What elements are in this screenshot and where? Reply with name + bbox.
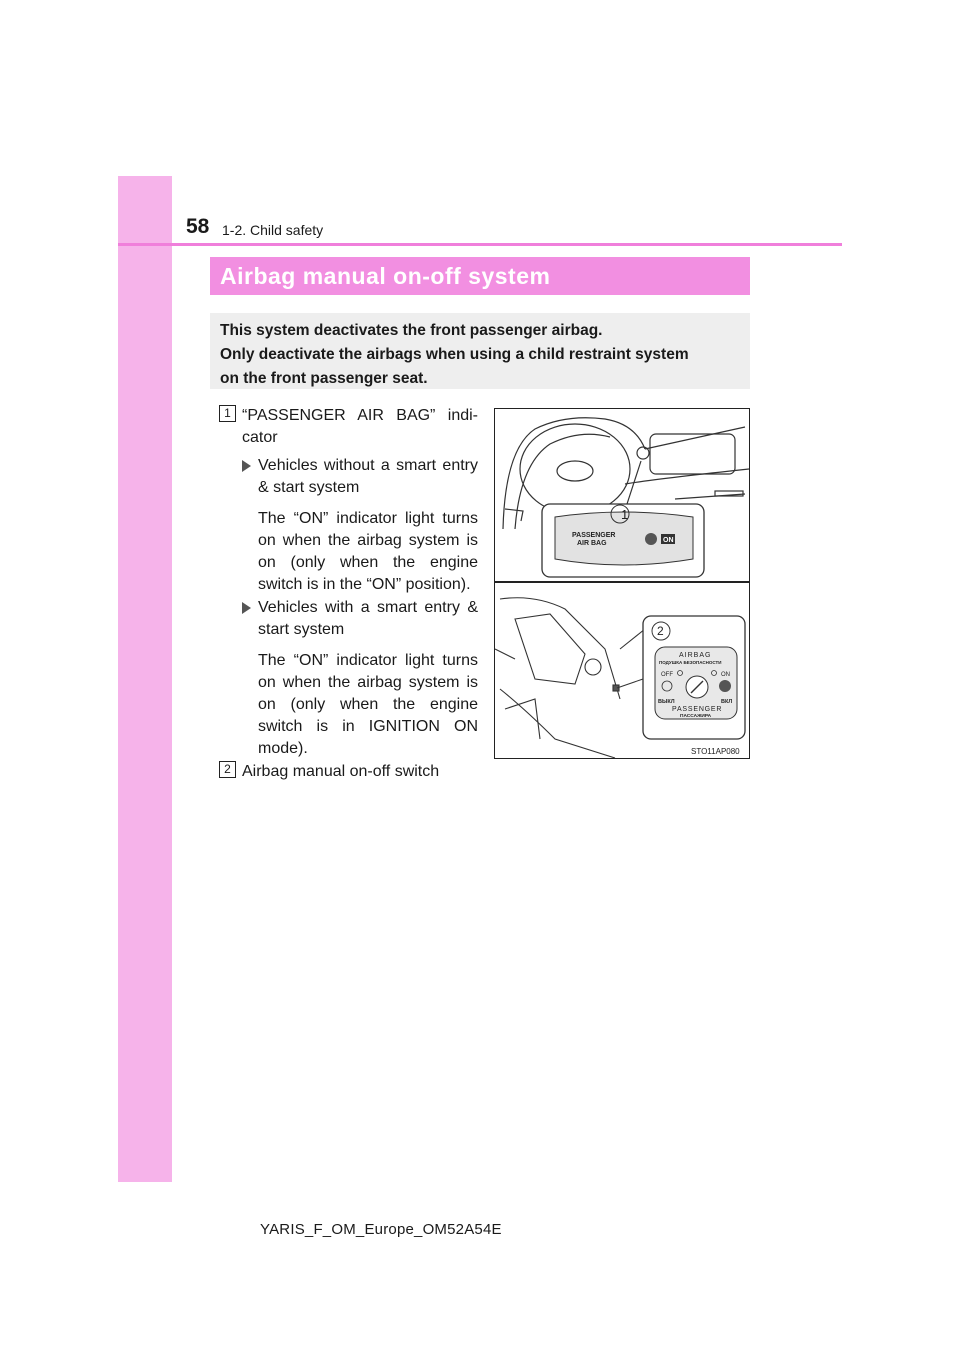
bullet-2	[242, 597, 478, 760]
figure-code: STO11AP080	[691, 747, 740, 756]
switch-airbag: AIRBAG	[679, 652, 712, 659]
bullet-triangle-icon	[242, 460, 251, 472]
indicator-on: ON	[663, 537, 674, 544]
item-1-text	[242, 405, 478, 449]
bullet-2-text: The “ON” indicator light turns on when the airbag system is on (only when the engine switch is in IGNITION ON mode).	[258, 652, 478, 757]
indicator-label-line-2: AIR BAG	[577, 540, 607, 547]
switch-off: OFF	[661, 672, 673, 678]
item-1-label-line-2: cator	[242, 429, 278, 446]
switch-passenger: PASSENGER	[672, 706, 723, 713]
switch-off-ru: ВЫКЛ	[658, 699, 675, 705]
chapter-side-tab	[118, 176, 172, 1182]
switch-passenger-ru: ПАССАЖИРА	[680, 714, 712, 719]
item-marker-1: 1	[219, 405, 236, 422]
dashboard-illustration	[495, 409, 749, 758]
footer-document-code: YARIS_F_OM_Europe_OM52A54E	[260, 1221, 502, 1238]
indicator-label-line-1: PASSENGER	[572, 532, 616, 539]
intro-box	[210, 313, 750, 389]
bullet-triangle-icon	[242, 602, 251, 614]
item-1-label-line-1: “PASSENGER AIR BAG” indi-	[242, 407, 478, 424]
intro-line-1: This system deactivates the front passenger airbag.	[220, 322, 603, 339]
intro-line-3: on the front passenger seat.	[220, 370, 428, 387]
bullet-1	[242, 455, 478, 596]
item-marker-2: 2	[219, 761, 236, 778]
bullet-1-text: The “ON” indicator light turns on when the airbag system is on (only when the engine switch is in the “ON” position).	[258, 510, 478, 593]
bullet-1-heading: Vehicles without a smart entry & start system	[258, 457, 478, 496]
airbag-off-icon	[645, 533, 657, 545]
switch-airbag-ru: ПОДУШКА БЕЗОПАСНОСТИ	[659, 660, 722, 665]
illustration	[494, 408, 750, 759]
header-rule	[118, 243, 842, 246]
switch-on: ON	[721, 672, 730, 678]
page-number: 58	[186, 215, 210, 238]
switch-on-ru: ВКЛ	[721, 699, 733, 705]
airbag-icon	[719, 680, 731, 692]
page-title: Airbag manual on-off system	[210, 257, 750, 295]
item-2-label: Airbag manual on-off switch	[242, 763, 440, 780]
bullet-2-heading: Vehicles with a smart entry & start system	[258, 599, 478, 638]
section-heading: 1-2. Child safety	[222, 222, 324, 238]
callout-2: 2	[657, 624, 664, 638]
callout-1: 1	[621, 507, 629, 522]
intro-line-2: Only deactivate the airbags when using a child restraint system	[220, 346, 689, 363]
